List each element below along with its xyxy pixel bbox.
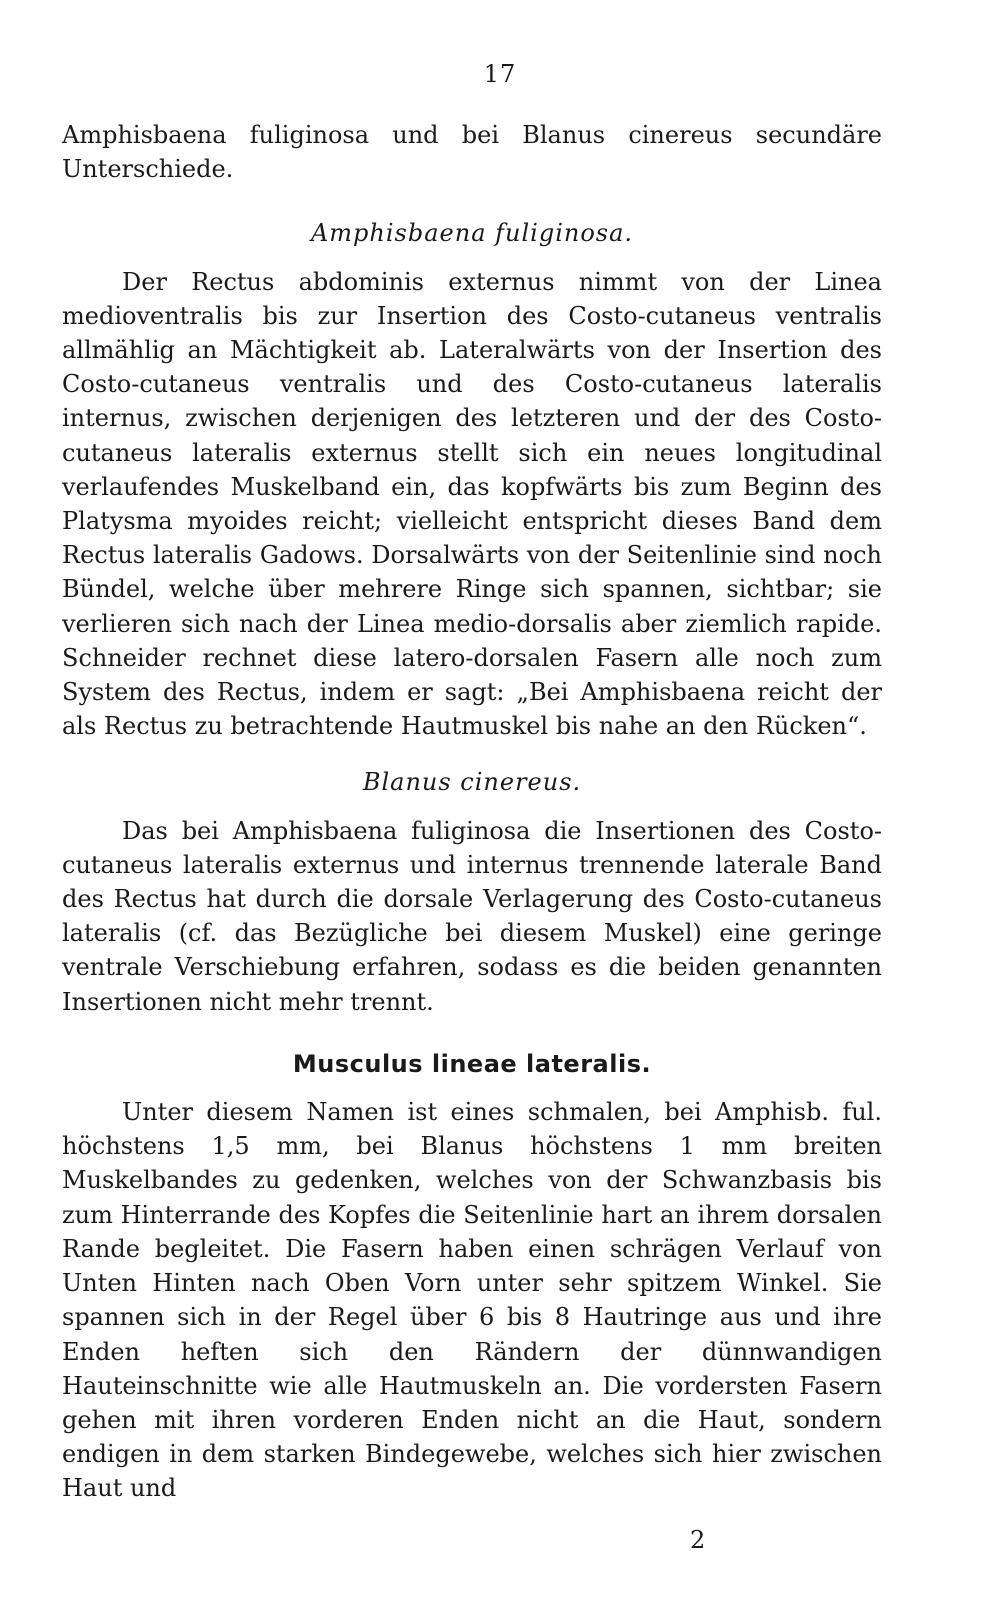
intro-paragraph: Amphisbaena fuliginosa und bei Blanus cinereus secundäre Unterschiede. (62, 121, 882, 184)
section-title-blanus: Blanus cinereus. (362, 768, 582, 797)
paragraph-amphisbaena: Der Rectus abdominis externus nimmt von der Linea medioventralis bis zur Insertion des Costo-cutaneus ventralis allmählig an Mächtigkeit ab. Lateralwärts von der Insertion des Costo-cutaneus ventralis und des Costo-cutaneus lateralis internus, zwischen derjenigen des letzteren und der des Costo-cutaneus lateralis externus stellt sich ein neues longitudinal verlaufendes Muskelband ein, das kopfwärts bis zum Beginn des Platysma myoides reicht; vielleicht entspricht dieses Band dem Rectus lateralis Gadows. Dorsalwärts von der Seitenlinie sind noch Bündel, welche über mehrere Ringe sich spannen, sichtbar; sie verlieren sich nach der Linea medio-dorsalis aber ziemlich rapide. Schneider rechnet diese latero-dorsalen Fasern alle noch zum System des Rectus, indem er sagt: „Bei Amphisbaena reicht der als Rectus zu betrachtende Hautmuskel bis nahe an den Rücken“. (62, 267, 882, 741)
paragraph-musculus: Unter diesem Namen ist eines schmalen, bei Amphisb. ful. höchstens 1,5 mm, bei Blanus höchstens 1 mm breiten Muskelbandes zu gedenken, welches von der Schwanzbasis bis zum Hinterrande des Kopfes die Seitenlinie hart an ihrem dorsalen Rande begleitet. Die Fasern haben einen schrägen Verlauf von Unten Hinten nach Oben Vorn unter sehr spitzem Winkel. Sie spannen sich in der Regel über 6 bis 8 Hautringe aus und ihre Enden heften sich den Rändern der dünnwandigen Hauteinschnitte wie alle Hautmuskeln an. Die vordersten Fasern gehen mit ihren vorderen Enden nicht an die Haut, sondern endigen in dem starken Bindegewebe, welches sich hier zwischen Haut und (62, 1098, 882, 1503)
section-title-amphisbaena: Amphisbaena fuliginosa. (310, 219, 634, 248)
heading-musculus-lineae-lateralis: Musculus lineae lateralis. (292, 1049, 652, 1078)
paragraph-blanus: Das bei Amphisbaena fuliginosa die Insertionen des Costo-cutaneus lateralis externus und internus trennende laterale Band des Rectus hat durch die dorsale Verlagerung des Costo-cutaneus lateralis (cf. das Bezügliche bei diesem Muskel) eine geringe ventrale Verschiebung erfahren, sodass es die beiden genannten Insertionen nicht mehr trennt. (62, 816, 882, 1016)
body-text (62, 118, 882, 1506)
signature-mark: 2 (690, 1526, 706, 1554)
page-number: 17 (483, 60, 517, 88)
